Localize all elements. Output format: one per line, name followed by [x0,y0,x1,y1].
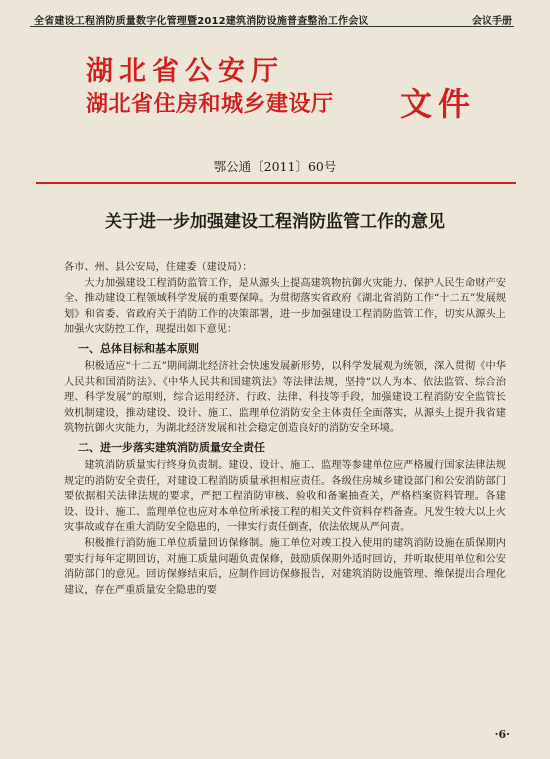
issuer-block [86,56,386,120]
issuer-public-security: 湖北省公安厅 [86,56,284,87]
header-rule [30,26,514,27]
section1-heading: 一、总体目标和基本原则 [78,341,199,355]
intro-paragraph: 大力加强建设工程消防监管工作，是从源头上提高建筑物抗御火灾能力、保护人民生命财产安全、推动建设工程领域科学发展的重要保障。为贯彻落实省政府《湖北省消防工作“十二五”发展规划》和省委、省政府关于消防工作的决策部署，进一步加强建设工程消防监管工作，切实从源头上加强火灾防控工作，现提出如下意见： [64,277,506,336]
document-number: 鄂公通〔2011〕60号 [213,159,337,174]
section1-paragraph: 积极适应“十二五”期间湖北经济社会快速发展新形势，以科学发展观为统领，深入贯彻《中华人民共和国消防法》、《中华人民共和国建筑法》等法律法规，坚持“以人为本、依法监管、综合治理、科学发展”的原则，综合运用经济、行政、法律、科技等手段，加强建设工程消防安全监管长效机制建设，推动建设、设计、施工、监理单位消防安全主体责任全面落实，从源头上提升我省建筑物抗御火灾能力，为湖北经济发展和社会稳定创造良好的消防安全环境。 [64,360,506,435]
page-number: ·6· [494,728,510,741]
section2-paragraph-2: 积极推行消防施工单位质量回访保修制。施工单位对竣工投入使用的建筑消防设施在质保期内要实行每年定期回访，对施工质量问题负责保修，鼓励质保期外适时回访，并听取使用单位和公安消防部门的意见。回访保修结束后，应制作回访保修报告，对建筑消防设施管理、维保提出合理化建议，存在严重质量安全隐患的要 [64,537,506,596]
document-suffix: 文件 [400,85,477,123]
section2-heading: 二、进一步落实建筑消防质量安全责任 [78,440,265,454]
running-header [34,8,512,28]
section2-paragraph-1: 建筑消防质量实行终身负责制。建设、设计、施工、监理等参建单位应严格履行国家法律法规规定的消防安全责任，对建设工程消防质量承担相应责任。各级住房城乡建设部门和公安消防部门要依据相关法律法规的要求，严把工程消防审核、验收和备案抽查关，严格档案资料管理。各建设、设计、施工、监理单位也应对本单位所承接工程的相关文件资料存档备查。凡发生较大以上火灾事故或存在重大消防安全隐患的，一律实行责任倒查，依法依规从严问责。 [64,459,506,534]
header-title: 全省建设工程消防质量数字化管理暨2012建筑消防设施普查整治工作会议 [34,16,369,27]
header-label: 会议手册 [472,16,512,27]
document-body [64,260,506,598]
red-divider [36,182,516,184]
document-title: 关于进一步加强建设工程消防监管工作的意见 [105,212,445,232]
addressee: 各市、州、县公安局，住建委（建设局）： [64,262,253,273]
issuer-housing-construction: 湖北省住房和城乡建设厅 [86,91,334,117]
